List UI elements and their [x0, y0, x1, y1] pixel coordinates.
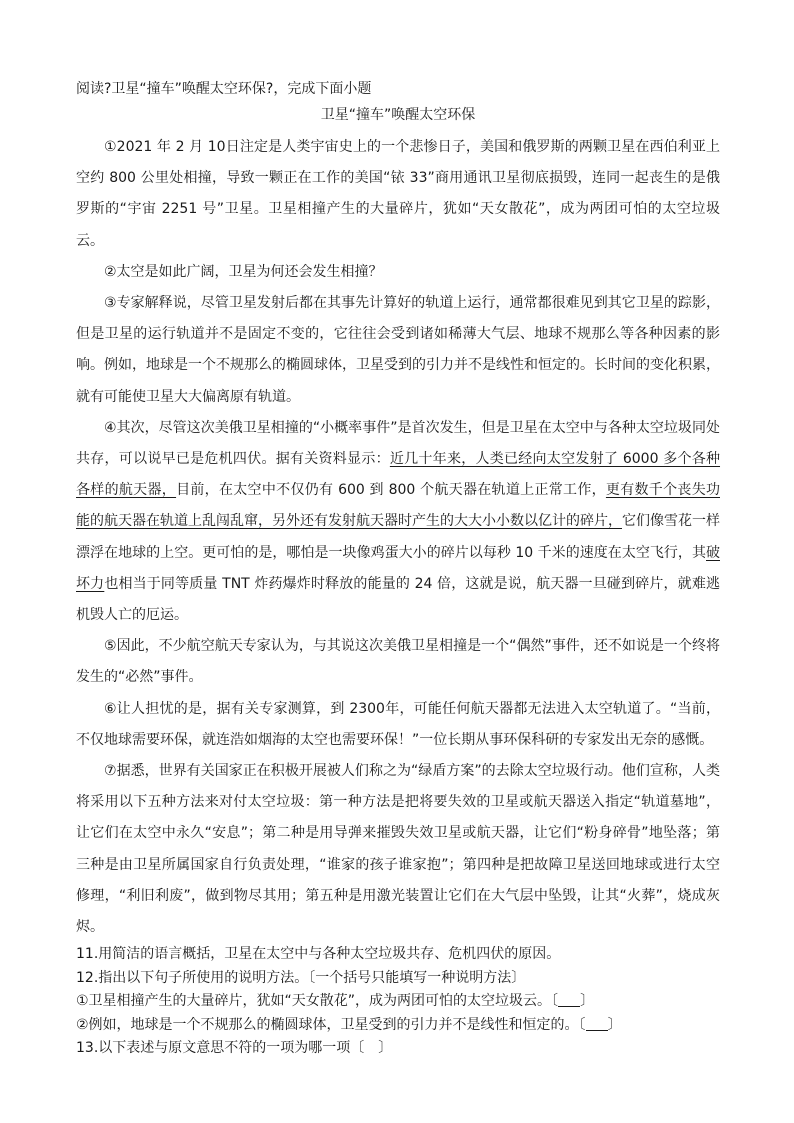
p4-text-4: 也相当于同等质量 TNT 炸药爆炸时释放的能量的 24 倍，这就是说，航天器一旦碰到碎片，就难逃机毁人亡的厄运。	[76, 575, 720, 624]
p4-text-3: 它们像雪花一样漂浮在地球的上空。更可怕的是，哪怕是一块像鸡蛋大小的碎片以每秒 10 千米的速度在太空飞行，其	[76, 513, 720, 561]
p4-text-2: 目前，在太空中不仅仍有 600 到 800 个航天器在轨道上正常工作，	[176, 482, 606, 499]
article-title: 卫星“撞车”唤醒太空环保	[320, 107, 476, 123]
answer-blank-2[interactable]	[586, 1016, 608, 1031]
paragraph-1: ①2021 年 2 月 10日注定是人类宇宙史上的一个悲惨日子，美国和俄罗斯的两颗卫星在西伯利亚上空约 800 公里处相撞，导致一颗正在工作的美国“铱 33”商用通讯卫星彻底损毁，连同一起丧生的是俄罗斯的“宇宙 2251 号”卫星。卫星相撞产生的大量碎片，犹如“天女散花”，成为两团可怕的太空垃圾云。	[76, 139, 720, 249]
paragraph-4	[76, 413, 720, 631]
question-12: 12.指出以下句子所使用的说明方法。〔一个括号只能填写一种说明方法〕	[76, 969, 526, 986]
reading-intro: 阅读?卫星“撞车”唤醒太空环保?，完成下面小题	[76, 81, 372, 97]
question-12-item-2: ②例如，地球是一个不规那么的椭圆球体，卫星受到的引力并不是线性和恒定的。〔 〕	[76, 1016, 622, 1033]
answer-blank-1[interactable]	[558, 992, 580, 1007]
p4-text-1: ④其次，尽管这次美俄卫星相撞的“小概率事件”是首次发生，但是卫星在太空中与各种太空垃圾同处共存，可以说早已是危机四伏。据有关资料显示：	[76, 419, 720, 468]
paragraph-6: ⑥让人担忧的是，据有关专家测算，到 2300年，可能任何航天器都无法进入太空轨道了。“当前，不仅地球需要环保，就连浩如烟海的太空也需要环保！”一位长期从事环保科研的专家发出无奈的感慨。	[76, 700, 720, 748]
paragraph-5: ⑤因此，不少航空航天专家认为，与其说这次美俄卫星相撞是一个“偶然”事件，还不如说是一个终将发生的“必然”事件。	[76, 638, 720, 686]
underlined-sentence-1: 近几十年来，人类已经向太空发射了 6000 多个各种各样的航天器，	[76, 451, 721, 499]
question-12-item-1: ①卫星相撞产生的大量碎片，犹如“天女散花”，成为两团可怕的太空垃圾云。〔 〕	[76, 993, 595, 1010]
paragraph-2: ②太空是如此广阔，卫星为何还会发生相撞？	[104, 263, 383, 280]
document-content	[76, 78, 720, 1061]
paragraph-3: ③专家解释说，尽管卫星发射后都在其事先计算好的轨道上运行，通常都很难见到其它卫星的踪影，但是卫星的运行轨道并不是固定不变的，它往往会受到诸如稀薄大气层、地球不规那么等各种因素的影响。例如，地球是一个不规那么的椭圆球体，卫星受到的引力并不是线性和恒定的。长时间的变化积累，就有可能使卫星大大偏离原有轨道。	[76, 295, 720, 405]
paragraph-7: ⑦据悉，世界有关国家正在积极开展被人们称之为“绿盾方案”的去除太空垃圾行动。他们宣称，人类将采用以下五种方法来对付太空垃圾：第一种方法是把将要失效的卫星或航天器送入指定“轨道墓地”，让它们在太空中永久“安息”；第二种是用导弹来摧毁失效卫星或航天器，让它们“粉身碎骨”地坠落；第三种是由卫星所属国家自行负责处理，“谁家的孩子谁家抱”；第四种是把故障卫星送回地球或进行太空修理，“利旧利废”，做到物尽其用；第五种是用激光装置让它们在大气层中坠毁，让其“火葬”，烧成灰烬。	[76, 763, 720, 936]
underlined-sentence-2: 更有数千个丧失功能的航天器在轨道上乱闯乱窜，另外还有发射航天器时产生的大大小小数以亿计的碎片，	[76, 482, 720, 530]
question-11: 11.用简洁的语言概括，卫星在太空中与各种太空垃圾共存、危机四伏的原因。	[76, 946, 561, 963]
question-13: 13.以下表述与原文意思不符的一项为哪一项〔 〕	[76, 1040, 393, 1057]
underlined-word: 破坏力	[76, 544, 720, 592]
